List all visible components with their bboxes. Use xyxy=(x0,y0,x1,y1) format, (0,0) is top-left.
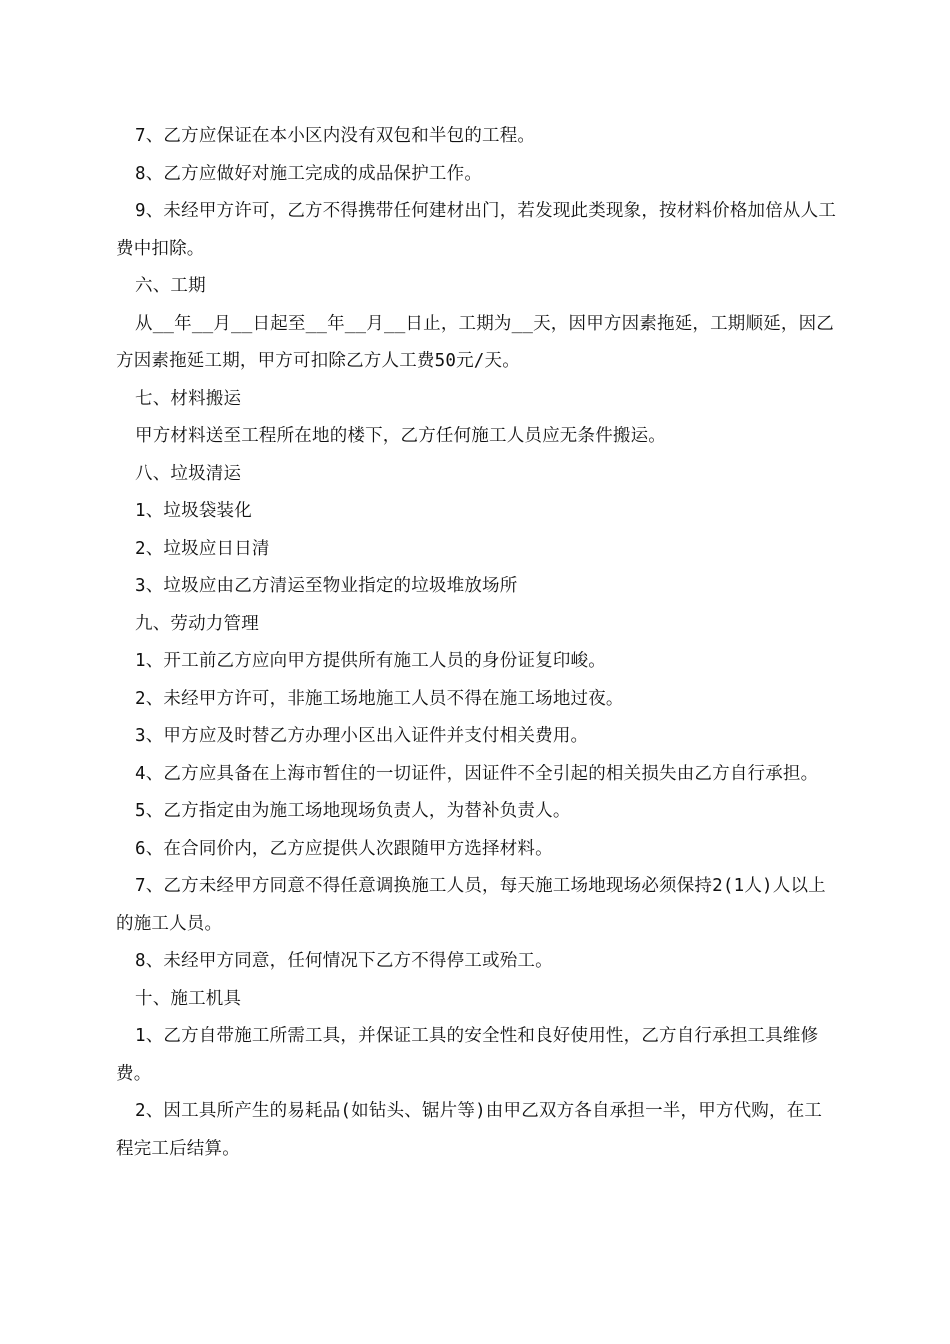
clause-8-2: 2、垃圾应日日清 xyxy=(135,538,270,559)
section-heading-8: 八、垃圾清运 xyxy=(135,463,242,484)
section-heading-6: 六、工期 xyxy=(135,276,206,296)
document-body xyxy=(116,118,838,1168)
clause-8-3: 3、垃圾应由乙方清运至物业指定的垃圾堆放场所 xyxy=(135,576,518,596)
clause-5-7: 7、乙方应保证在本小区内没有双包和半包的工程。 xyxy=(135,126,536,146)
clause-9-4: 4、乙方应具备在上海市暂住的一切证件，因证件不全引起的相关损失由乙方自行承担。 xyxy=(135,763,819,784)
clause-9-5: 5、乙方指定由为施工场地现场负责人，为替补负责人。 xyxy=(135,801,571,821)
clause-5-8: 8、乙方应做好对施工完成的成品保护工作。 xyxy=(135,163,483,184)
clause-9-3: 3、甲方应及时替乙方办理小区出入证件并支付相关费用。 xyxy=(135,726,589,746)
clause-6-schedule: 从__年__月__日起至__年__月__日止，工期为__天，因甲方因素拖延，工期顺延，因乙方因素拖延工期，甲方可扣除乙方人工费50元/天。 xyxy=(116,313,834,371)
clause-10-2: 2、因工具所产生的易耗品(如钻头、锯片等)由甲乙双方各自承担一半，甲方代购，在工程完工后结算。 xyxy=(116,1101,823,1159)
clause-8-1: 1、垃圾袋装化 xyxy=(135,501,252,521)
clause-10-1: 1、乙方自带施工所需工具，并保证工具的安全性和良好使用性，乙方自行承担工具维修费。 xyxy=(116,1026,819,1084)
clause-9-1: 1、开工前乙方应向甲方提供所有施工人员的身份证复印峻。 xyxy=(135,651,606,671)
clause-9-6: 6、在合同价内，乙方应提供人次跟随甲方选择材料。 xyxy=(135,838,553,859)
clause-5-9: 9、未经甲方许可，乙方不得携带任何建材出门，若发现此类现象，按材料价格加倍从人工费中扣除。 xyxy=(116,201,837,259)
section-heading-9: 九、劳动力管理 xyxy=(135,613,259,634)
clause-9-7: 7、乙方未经甲方同意不得任意调换施工人员，每天施工场地现场必须保持2(1人)人以上的施工人员。 xyxy=(116,876,826,934)
section-heading-10: 十、施工机具 xyxy=(135,988,242,1009)
clause-9-2: 2、未经甲方许可，非施工场地施工人员不得在施工场地过夜。 xyxy=(135,688,624,709)
clause-7-material-moving: 甲方材料送至工程所在地的楼下，乙方任何施工人员应无条件搬运。 xyxy=(135,426,666,446)
section-heading-7: 七、材料搬运 xyxy=(135,388,242,409)
clause-9-8: 8、未经甲方同意，任何情况下乙方不得停工或殆工。 xyxy=(135,951,553,971)
